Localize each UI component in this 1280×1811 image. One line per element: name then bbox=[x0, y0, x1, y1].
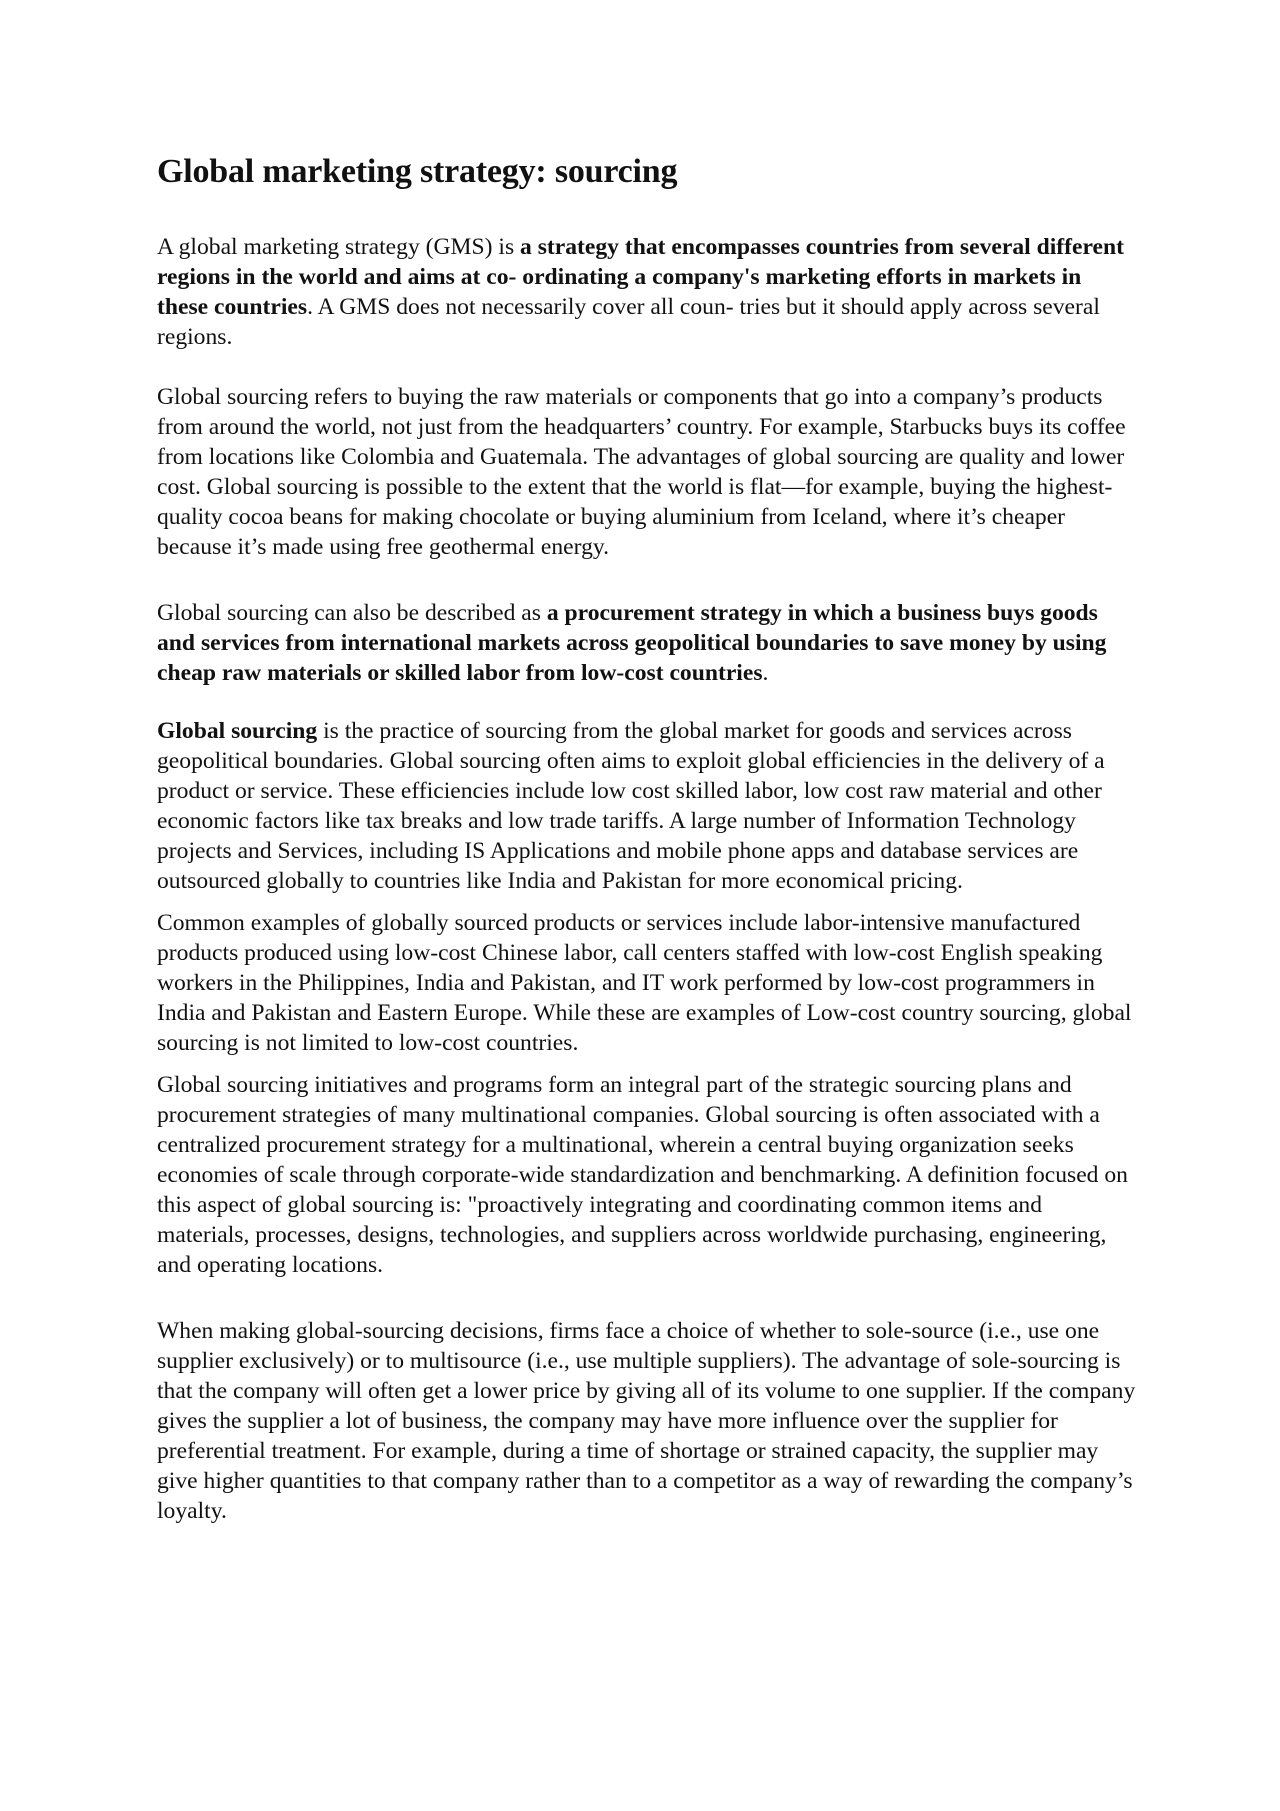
global-sourcing-practice-text: is the practice of sourcing from the global market for goods and services across geopolitical boundaries. Global sourcing often aims to exploit global efficiencies in the delivery of a product or service. These efficiencies include low cost skilled labor, low cost raw material and other economic factors like tax breaks and low trade tariffs. A large number of Information Technology projects and Services, including IS Applications and mobile phone apps and database services are outsourced globally to countries like India and Pakistan for more economical pricing. bbox=[157, 718, 1105, 894]
gms-definition-bold: a strategy that encompasses countries from several different regions in the world and aims at co- ordinating a company's marketing efforts in markets in these countries bbox=[157, 234, 1124, 320]
paragraph-sole-vs-multisource: When making global-sourcing decisions, firms face a choice of whether to sole-source (i.e., use one supplier exclusively) or to multisource (i.e., use multiple suppliers). The advantage of sole-sourcing is that the company will often get a lower price by giving all of its volume to one supplier. If the company gives the supplier a lot of business, the company may have more influence over the supplier for preferential treatment. For example, during a time of shortage or strained capacity, the supplier may give higher quantities to that company rather than to a competitor as a way of rewarding the company’s loyalty. bbox=[157, 1318, 1136, 1524]
gms-intro-text: A global marketing strategy (GMS) is bbox=[157, 234, 521, 260]
paragraph-procurement-strategy bbox=[157, 598, 1137, 688]
procurement-intro-text: Global sourcing can also be described as bbox=[157, 600, 547, 626]
paragraph-gms-definition bbox=[157, 232, 1137, 352]
paragraph-common-examples: Common examples of globally sourced products or services include labor-intensive manufactured products produced using low-cost Chinese labor, call centers staffed with low-cost English speaking workers in the Philippines, India and Pakistan, and IT work performed by low-cost programmers in India and Pakistan and Eastern Europe. While these are examples of Low-cost country sourcing, global sourcing is not limited to low-cost countries. bbox=[157, 910, 1132, 1056]
gms-scope-text: . A GMS does not necessarily cover all coun- tries but it should apply across several regions. bbox=[157, 294, 1100, 350]
paragraph-global-sourcing-intro: Global sourcing refers to buying the raw materials or components that go into a company’s products from around the world, not just from the headquarters’ country. For example, Starbucks buys its coffee from locations like Colombia and Guatemala. The advantages of global sourcing are quality and lower cost. Global sourcing is possible to the extent that the world is flat—for example, buying the highest-quality cocoa beans for making chocolate or buying aluminium from Iceland, where it’s cheaper because it’s made using free geothermal energy. bbox=[157, 384, 1126, 560]
global-sourcing-term-bold: Global sourcing bbox=[157, 718, 318, 744]
paragraph-global-sourcing-practice bbox=[157, 716, 1137, 896]
page-title: Global marketing strategy: sourcing bbox=[157, 153, 678, 190]
procurement-end-text: . bbox=[762, 660, 769, 686]
procurement-definition-bold: a procurement strategy in which a business buys goods and services from international markets across geopolitical boundaries to save money by using cheap raw materials or skilled labor from low-cost countries bbox=[157, 600, 1107, 686]
paragraph-initiatives-programs: Global sourcing initiatives and programs form an integral part of the strategic sourcing plans and procurement strategies of many multinational companies. Global sourcing is often associated with a centralized procurement strategy for a multinational, wherein a central buying organization seeks economies of scale through corporate-wide standardization and benchmarking. A definition focused on this aspect of global sourcing is: "proactively integrating and coordinating common items and materials, processes, designs, technologies, and suppliers across worldwide purchasing, engineering, and operating locations. bbox=[157, 1072, 1128, 1278]
document-page bbox=[157, 152, 1137, 1526]
